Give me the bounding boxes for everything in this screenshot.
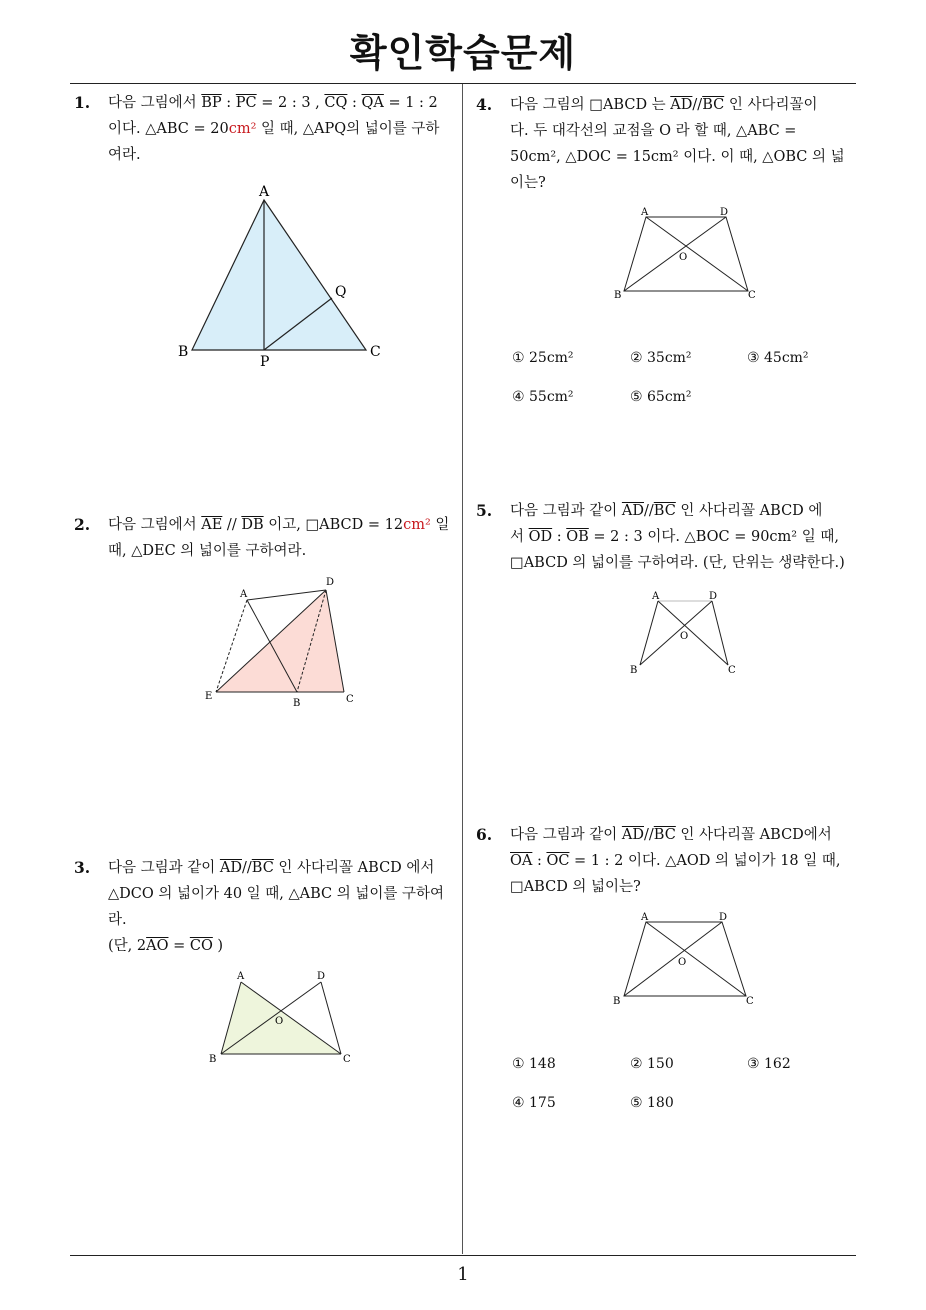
- question-number: 1.: [74, 93, 91, 112]
- label-a: A: [237, 971, 245, 982]
- question-text: 다음 그림과 같이 $\overline{AD}//\overline{BC}$ 인 사다리꼴 ABCD에서 $\overline{OA}$ : $\overline{OC} = 1$ : 2 이다. △AOD 의 넓이가 18 일 때, □ABCD 의 넓이는?: [510, 827, 841, 895]
- question-3: [74, 855, 462, 959]
- question-number: 4.: [476, 95, 493, 114]
- bottom-rule: [70, 1255, 856, 1256]
- segment-db: [624, 922, 722, 996]
- label-d: D: [720, 207, 729, 218]
- label-a: A: [259, 184, 270, 200]
- question-number: 3.: [74, 858, 91, 877]
- top-rule: [70, 83, 856, 84]
- label-o: O: [680, 631, 689, 642]
- label-a: A: [641, 207, 649, 218]
- triangle-dec: [216, 590, 344, 692]
- q6-choice-4[interactable]: ④ 175: [512, 1095, 556, 1111]
- figure-4-trapezoid: [608, 203, 763, 303]
- label-c: C: [746, 996, 754, 1007]
- segment-dc: [712, 601, 728, 665]
- q6-choice-1[interactable]: ① 148: [512, 1056, 556, 1072]
- label-a: A: [240, 589, 248, 600]
- question-2: [74, 512, 462, 564]
- segment-db: [624, 217, 726, 291]
- question-text: 다음 그림에서 $\overline{BP}$ : $\overline{PC} = 2$ : 3 , $\overline{CQ}$ : $\overline{QA} = 1$ : 2 이다. △ABC = 20cm² 일 때, △APQ의 넓이를 구하 여라.: [108, 95, 440, 163]
- label-d: D: [317, 971, 326, 982]
- q4-choice-5[interactable]: ⑤ 65cm²: [630, 389, 692, 405]
- page-title: 확인학습문제: [349, 31, 577, 75]
- segment-ab: [640, 601, 658, 665]
- q4-choice-4[interactable]: ④ 55cm²: [512, 389, 574, 405]
- q6-choice-5[interactable]: ⑤ 180: [630, 1095, 674, 1111]
- q6-choice-2[interactable]: ② 150: [630, 1056, 674, 1072]
- label-c: C: [346, 694, 354, 705]
- question-4: [476, 92, 862, 196]
- label-b: B: [293, 698, 301, 709]
- label-p: P: [260, 354, 270, 370]
- segment-db: [640, 601, 712, 665]
- triangle-abc: [192, 200, 366, 350]
- unit-label: cm²: [403, 517, 431, 533]
- question-1: [74, 90, 462, 168]
- figure-6-trapezoid: [608, 908, 763, 1010]
- label-a: A: [652, 591, 660, 602]
- figure-5-trapezoid: [628, 587, 743, 679]
- label-b: B: [178, 344, 189, 360]
- segment-ac: [646, 217, 748, 291]
- label-e: E: [205, 691, 213, 702]
- label-q: Q: [335, 284, 347, 300]
- label-d: D: [326, 577, 335, 588]
- q6-choice-3[interactable]: ③ 162: [747, 1056, 791, 1072]
- question-text: 다음 그림과 같이 $\overline{AD}//\overline{BC}$ 인 사다리꼴 ABCD 에서 △DCO 의 넓이가 40 일 때, △ABC 의 넓이를 구하여 라. (단, $2\overline{AO} = \overline{CO}$ ): [108, 860, 445, 954]
- question-6: [476, 822, 862, 900]
- q4-choice-3[interactable]: ③ 45cm²: [747, 350, 809, 366]
- unit-label: cm²: [228, 121, 257, 137]
- label-a: A: [641, 912, 649, 923]
- question-5: [476, 498, 862, 576]
- label-b: B: [209, 1054, 217, 1065]
- question-number: 2.: [74, 515, 91, 534]
- page-number: 1: [457, 1264, 469, 1285]
- label-o: O: [679, 252, 688, 263]
- label-b: B: [614, 290, 622, 301]
- label-o: O: [678, 957, 687, 968]
- q4-choice-1[interactable]: ① 25cm²: [512, 350, 574, 366]
- question-text: 다음 그림과 같이 $\overline{AD}//\overline{BC}$ 인 사다리꼴 ABCD 에 서 $\overline{OD}$ : $\overline{OB} = 2$ : 3 이다. △BOC = 90cm² 일 때, □ABCD 의 넓이를 구하여라. (단, 단위는 생략한다.): [510, 503, 845, 571]
- segment-ac: [658, 601, 728, 665]
- label-d: D: [709, 591, 718, 602]
- column-divider: [462, 84, 463, 1254]
- label-d: D: [719, 912, 728, 923]
- label-c: C: [370, 344, 381, 360]
- question-text: 다음 그림에서 $\overline{AE} // \overline{DB}$ 이고, □ABCD = 12cm² 일 때, △DEC 의 넓이를 구하여라.: [108, 517, 450, 559]
- label-b: B: [613, 996, 621, 1007]
- label-b: B: [630, 665, 638, 676]
- segment-ad: [247, 590, 326, 600]
- question-number: 6.: [476, 825, 493, 844]
- figure-1-triangle: [170, 178, 390, 373]
- question-text: 다음 그림의 □ABCD 는 $\overline{AD}//\overline{BC}$ 인 사다리꼴이 다. 두 대각선의 교점을 O 라 할 때, △ABC = 50cm², △DOC = 15cm² 이다. 이 때, △OBC 의 넓 이는?: [510, 97, 845, 191]
- figure-3-trapezoid: [205, 968, 355, 1068]
- label-c: C: [728, 665, 736, 676]
- label-c: C: [748, 290, 756, 301]
- question-number: 5.: [476, 501, 493, 520]
- figure-2-quadrilateral: [200, 572, 365, 710]
- label-o: O: [275, 1016, 284, 1027]
- segment-ac: [646, 922, 746, 996]
- q4-choice-2[interactable]: ② 35cm²: [630, 350, 692, 366]
- label-c: C: [343, 1054, 351, 1065]
